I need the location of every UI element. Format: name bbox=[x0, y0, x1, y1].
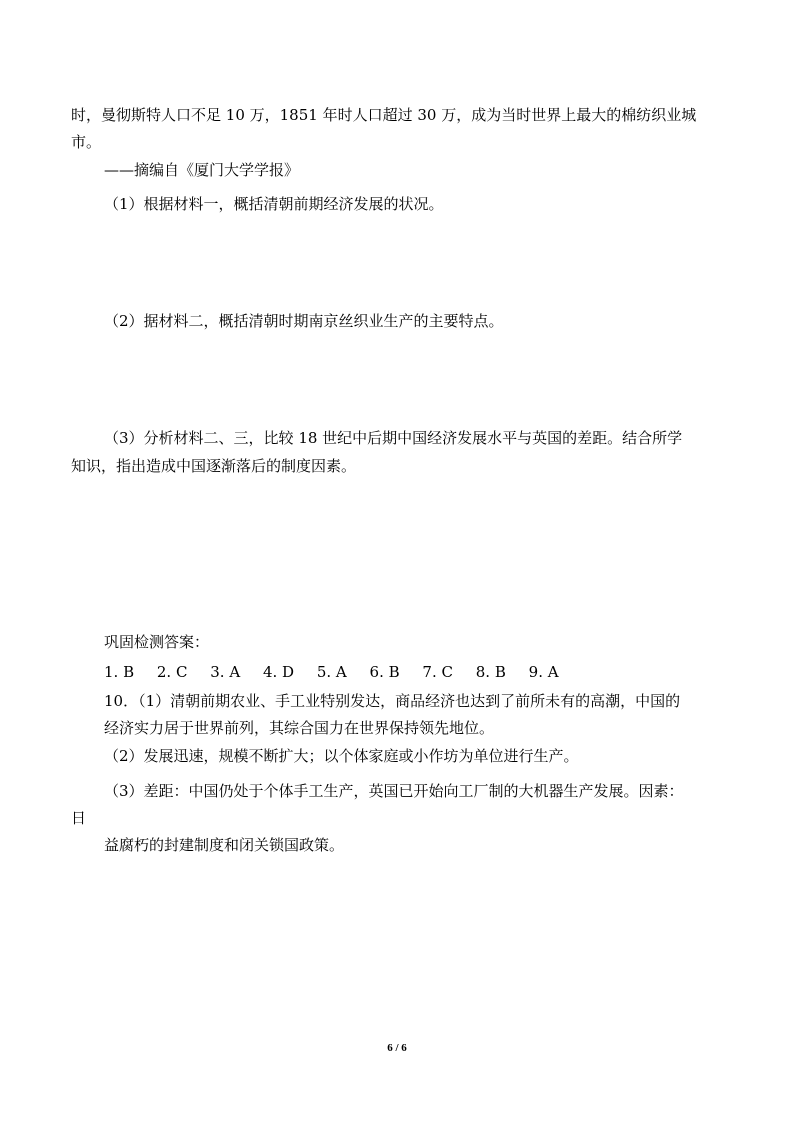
material-source: ——摘编自《厦门大学学报》 bbox=[104, 161, 300, 179]
page-number: 6 / 6 bbox=[387, 1042, 407, 1054]
answer-10-part-3-line-2: 日 bbox=[71, 809, 87, 827]
answer-choices-row bbox=[104, 662, 577, 682]
answer-10-part-2: （2）发展迅速，规模不断扩大；以个体家庭或小作坊为单位进行生产。 bbox=[104, 747, 579, 765]
answer-10-line-2: 经济实力居于世界前列，其综合国力在世界保持领先地位。 bbox=[104, 719, 495, 737]
answers-heading: 巩固检测答案： bbox=[104, 633, 210, 651]
answer-choice: 2. C bbox=[156, 663, 188, 681]
answer-10-part-3-line-3: 益腐朽的封建制度和闭关锁国政策。 bbox=[104, 836, 345, 854]
question-3-line-2: 知识，指出造成中国逐渐落后的制度因素。 bbox=[71, 457, 357, 475]
answer-choice: 1. B bbox=[104, 663, 135, 681]
material-line-1: 时，曼彻斯特人口不足 10 万，1851 年时人口超过 30 万，成为当时世界上最大的棉纺织业城 bbox=[71, 106, 697, 124]
answer-choice: 7. C bbox=[422, 663, 453, 681]
material-line-2: 市。 bbox=[71, 133, 102, 151]
question-1: （1）根据材料一，概括清朝前期经济发展的状况。 bbox=[104, 195, 444, 213]
answer-10-line-1: 10．（1）清朝前期农业、手工业特别发达，商品经济也达到了前所未有的高潮，中国的 bbox=[104, 692, 681, 710]
answer-10-part-3-line-1: （3）差距：中国仍处于个体手工生产，英国已开始向工厂制的大机器生产发展。因素： bbox=[104, 782, 684, 800]
answer-choice: 5. A bbox=[316, 663, 347, 681]
answer-choice: 8. B bbox=[475, 663, 506, 681]
answer-choice: 4. D bbox=[262, 663, 295, 681]
question-3-line-1: （3）分析材料二、三，比较 18 世纪中后期中国经济发展水平与英国的差距。结合所学 bbox=[104, 429, 683, 447]
answer-choice: 3. A bbox=[210, 663, 241, 681]
answer-choice: 6. B bbox=[369, 663, 400, 681]
question-2: （2）据材料二，概括清朝时期南京丝织业生产的主要特点。 bbox=[104, 312, 504, 330]
answer-choice: 9. A bbox=[528, 663, 559, 681]
